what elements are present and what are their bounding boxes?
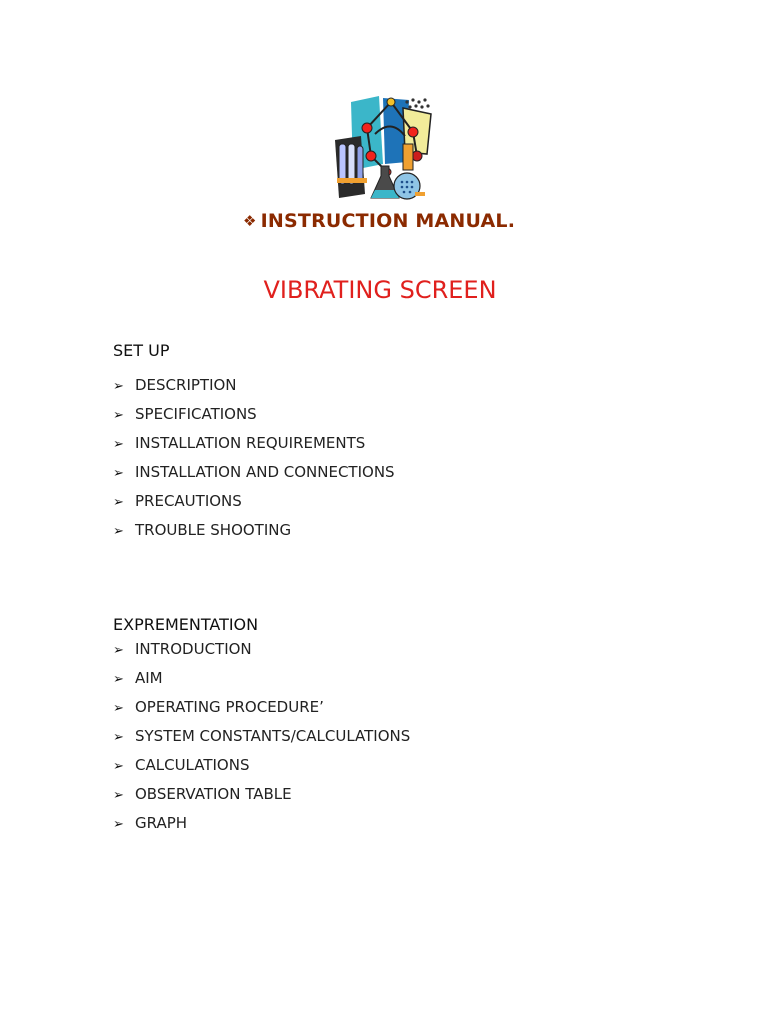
setup-list <box>113 375 395 549</box>
manual-title-text: INSTRUCTION MANUAL. <box>260 210 516 232</box>
arrow-bullet-icon: ➢ <box>113 730 124 745</box>
list-item: ➢ AIM <box>113 668 410 697</box>
list-item: ➢ TROUBLE SHOOTING <box>113 520 395 549</box>
arrow-bullet-icon: ➢ <box>113 379 124 394</box>
manual-title <box>243 210 515 232</box>
list-item: ➢ GRAPH <box>113 813 410 842</box>
list-item: ➢ SYSTEM CONSTANTS/CALCULATIONS <box>113 726 410 755</box>
arrow-bullet-icon: ➢ <box>113 466 124 481</box>
list-item: ➢ INSTALLATION REQUIREMENTS <box>113 433 395 462</box>
arrow-bullet-icon: ➢ <box>113 437 124 452</box>
list-item: ➢ OBSERVATION TABLE <box>113 784 410 813</box>
list-item: ➢ PRECAUTIONS <box>113 491 395 520</box>
arrow-bullet-icon: ➢ <box>113 788 124 803</box>
arrow-bullet-icon: ➢ <box>113 701 124 716</box>
list-item: ➢ SPECIFICATIONS <box>113 404 395 433</box>
diamond-bullet-icon: ❖ <box>243 212 257 230</box>
arrow-bullet-icon: ➢ <box>113 759 124 774</box>
arrow-bullet-icon: ➢ <box>113 672 124 687</box>
laboratory-equipment-icon <box>331 94 437 212</box>
list-item: ➢ DESCRIPTION <box>113 375 395 404</box>
experimentation-list <box>113 639 410 842</box>
arrow-bullet-icon: ➢ <box>113 408 124 423</box>
list-item: ➢ INTRODUCTION <box>113 639 410 668</box>
arrow-bullet-icon: ➢ <box>113 495 124 510</box>
section-heading-experimentation: EXPREMENTATION <box>113 615 259 634</box>
arrow-bullet-icon: ➢ <box>113 643 124 658</box>
list-item: ➢ OPERATING PROCEDURE’ <box>113 697 410 726</box>
list-item: ➢ CALCULATIONS <box>113 755 410 784</box>
arrow-bullet-icon: ➢ <box>113 524 124 539</box>
section-heading-setup: SET UP <box>113 341 170 360</box>
arrow-bullet-icon: ➢ <box>113 817 124 832</box>
page-title: VIBRATING SCREEN <box>263 276 497 304</box>
list-item: ➢ INSTALLATION AND CONNECTIONS <box>113 462 395 491</box>
